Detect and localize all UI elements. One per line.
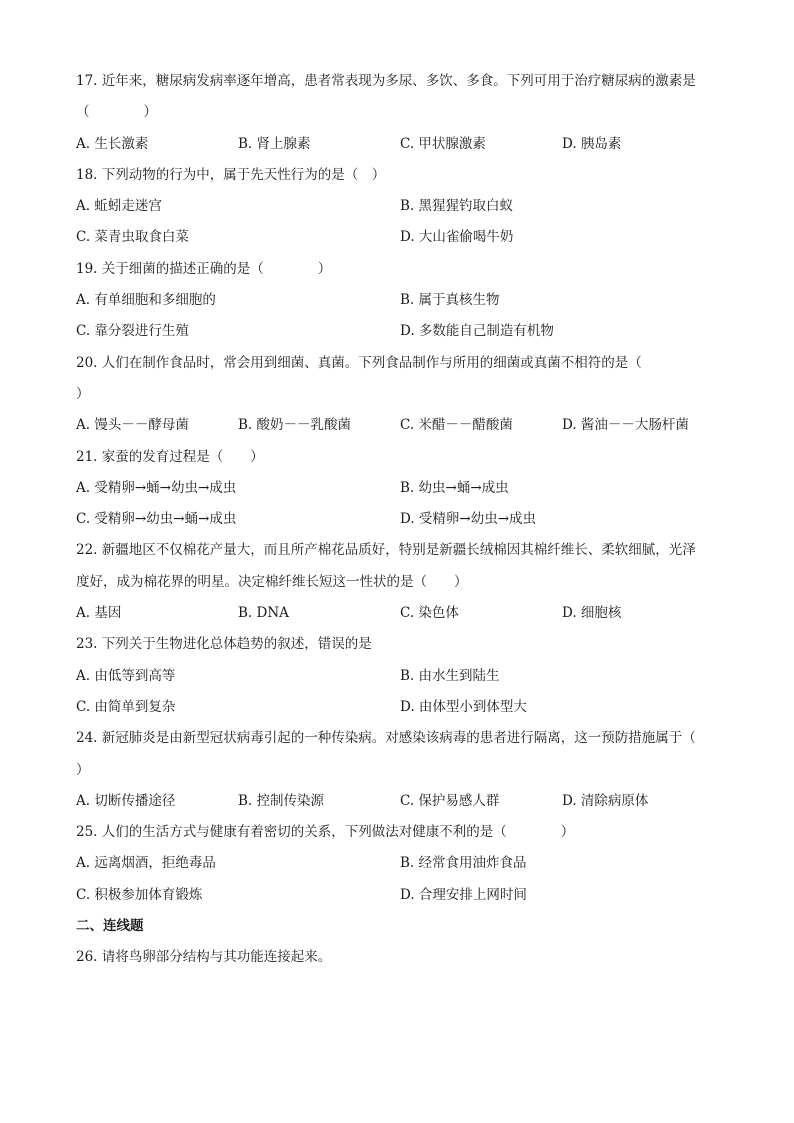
option-row <box>76 661 716 692</box>
answer-option[interactable]: A. 基因 <box>76 605 122 622</box>
answer-option[interactable]: B. DNA <box>238 605 289 622</box>
answer-option[interactable]: A. 生长激素 <box>76 135 149 152</box>
question-stem: ） <box>76 385 90 402</box>
answer-option[interactable]: A. 切断传播途径 <box>76 792 176 809</box>
question-stem: 23. 下列关于生物进化总体趋势的叙述，错误的是 <box>76 636 372 653</box>
question-block <box>76 629 716 723</box>
answer-option[interactable]: D. 受精卵→幼虫→成虫 <box>400 511 537 528</box>
answer-option[interactable]: B. 控制传染源 <box>238 792 325 809</box>
option-row <box>76 598 716 629</box>
option-row <box>76 786 716 817</box>
question-stem: 17. 近年来，糖尿病发病率逐年增高，患者常表现为多尿、多饮、多食。下列可用于治疗糖尿病的激素是 <box>76 73 696 89</box>
answer-option[interactable]: A. 远离烟酒，拒绝毒品 <box>76 855 216 872</box>
answer-option[interactable]: A. 有单细胞和多细胞的 <box>76 292 216 309</box>
question-block <box>76 817 716 911</box>
question-stem: 24. 新冠肺炎是由新型冠状病毒引起的一种传染病。对感染该病毒的患者进行隔离，这一预防措施属于（ <box>76 730 696 747</box>
answer-option[interactable]: C. 积极参加体育锻炼 <box>76 886 203 903</box>
answer-option[interactable]: C. 靠分裂进行生殖 <box>76 323 189 340</box>
answer-option[interactable]: C. 由简单到复杂 <box>76 698 176 715</box>
option-row <box>76 473 716 504</box>
question-stem: 20. 人们在制作食品时，常会用到细菌、真菌。下列食品制作与所用的细菌或真菌不相符的是（ <box>76 354 642 371</box>
answer-option[interactable]: A. 由低等到高等 <box>76 667 176 684</box>
question-block <box>76 442 716 536</box>
question-stem: （ ） <box>76 104 157 121</box>
answer-option[interactable]: C. 米醋－－醋酸菌 <box>400 417 513 434</box>
answer-option[interactable]: D. 多数能自己制造有机物 <box>400 323 554 340</box>
question-26: 26. 请将鸟卵部分结构与其功能连接起来。 <box>76 949 332 966</box>
question-stem: 25. 人们的生活方式与健康有着密切的关系，下列做法对健康不利的是（ ） <box>76 824 575 841</box>
option-row <box>76 880 716 911</box>
answer-option[interactable]: D. 酱油－－大肠杆菌 <box>562 417 689 434</box>
answer-option[interactable]: D. 清除病原体 <box>562 792 649 809</box>
option-row <box>76 222 716 253</box>
answer-option[interactable]: C. 染色体 <box>400 605 459 622</box>
answer-option[interactable]: A. 受精卵→蛹→幼虫→成虫 <box>76 479 237 496</box>
question-block <box>76 348 716 442</box>
option-row <box>76 504 716 535</box>
answer-option[interactable]: C. 菜青虫取食白菜 <box>76 229 189 246</box>
section-title: 二、连线题 <box>76 918 144 935</box>
answer-option[interactable]: A. 蚯蚓走迷宫 <box>76 198 162 215</box>
answer-option[interactable]: A. 馒头－－酵母菌 <box>76 417 189 434</box>
question-stem: ） <box>76 761 90 778</box>
answer-option[interactable]: B. 属于真核生物 <box>400 292 500 309</box>
answer-option[interactable]: D. 由体型小到体型大 <box>400 698 527 715</box>
question-block <box>76 723 716 817</box>
answer-option[interactable]: B. 经常食用油炸食品 <box>400 855 527 872</box>
answer-option[interactable]: B. 黑猩猩钓取白蚁 <box>400 198 514 215</box>
option-row <box>76 191 716 222</box>
answer-option[interactable]: B. 由水生到陆生 <box>400 667 500 684</box>
answer-option[interactable]: D. 细胞核 <box>562 605 622 622</box>
option-row <box>76 692 716 723</box>
question-stem: 19. 关于细菌的描述正确的是（ ） <box>76 260 332 277</box>
answer-option[interactable]: D. 胰岛素 <box>562 135 622 152</box>
answer-option[interactable]: C. 受精卵→幼虫→蛹→成虫 <box>76 511 237 528</box>
question-stem: 18. 下列动物的行为中，属于先天性行为的是（ ） <box>76 166 386 183</box>
question-stem: 22. 新疆地区不仅棉花产量大，而且所产棉花品质好，特别是新疆长绒棉因其棉纤维长、柔软细腻，光泽 <box>76 542 696 559</box>
option-row <box>76 129 716 160</box>
option-row <box>76 410 716 441</box>
answer-option[interactable]: B. 酸奶－－乳酸菌 <box>238 417 352 434</box>
question-stem: 度好，成为棉花界的明星。决定棉纤维长短这一性状的是（ ） <box>76 573 468 590</box>
answer-option[interactable]: C. 保护易感人群 <box>400 792 500 809</box>
answer-option[interactable]: B. 幼虫→蛹→成虫 <box>400 479 509 496</box>
question-stem: 21. 家蚕的发育过程是（ ） <box>76 448 264 465</box>
option-row <box>76 316 716 347</box>
question-block <box>76 254 716 348</box>
answer-option[interactable]: B. 肾上腺素 <box>238 135 311 152</box>
option-row <box>76 848 716 879</box>
answer-option[interactable]: D. 合理安排上网时间 <box>400 886 527 903</box>
question-block <box>76 535 716 629</box>
question-block <box>76 66 716 160</box>
answer-option[interactable]: C. 甲状腺激素 <box>400 135 486 152</box>
question-list <box>76 66 716 911</box>
question-block <box>76 160 716 254</box>
option-row <box>76 285 716 316</box>
answer-option[interactable]: D. 大山雀偷喝牛奶 <box>400 229 514 246</box>
